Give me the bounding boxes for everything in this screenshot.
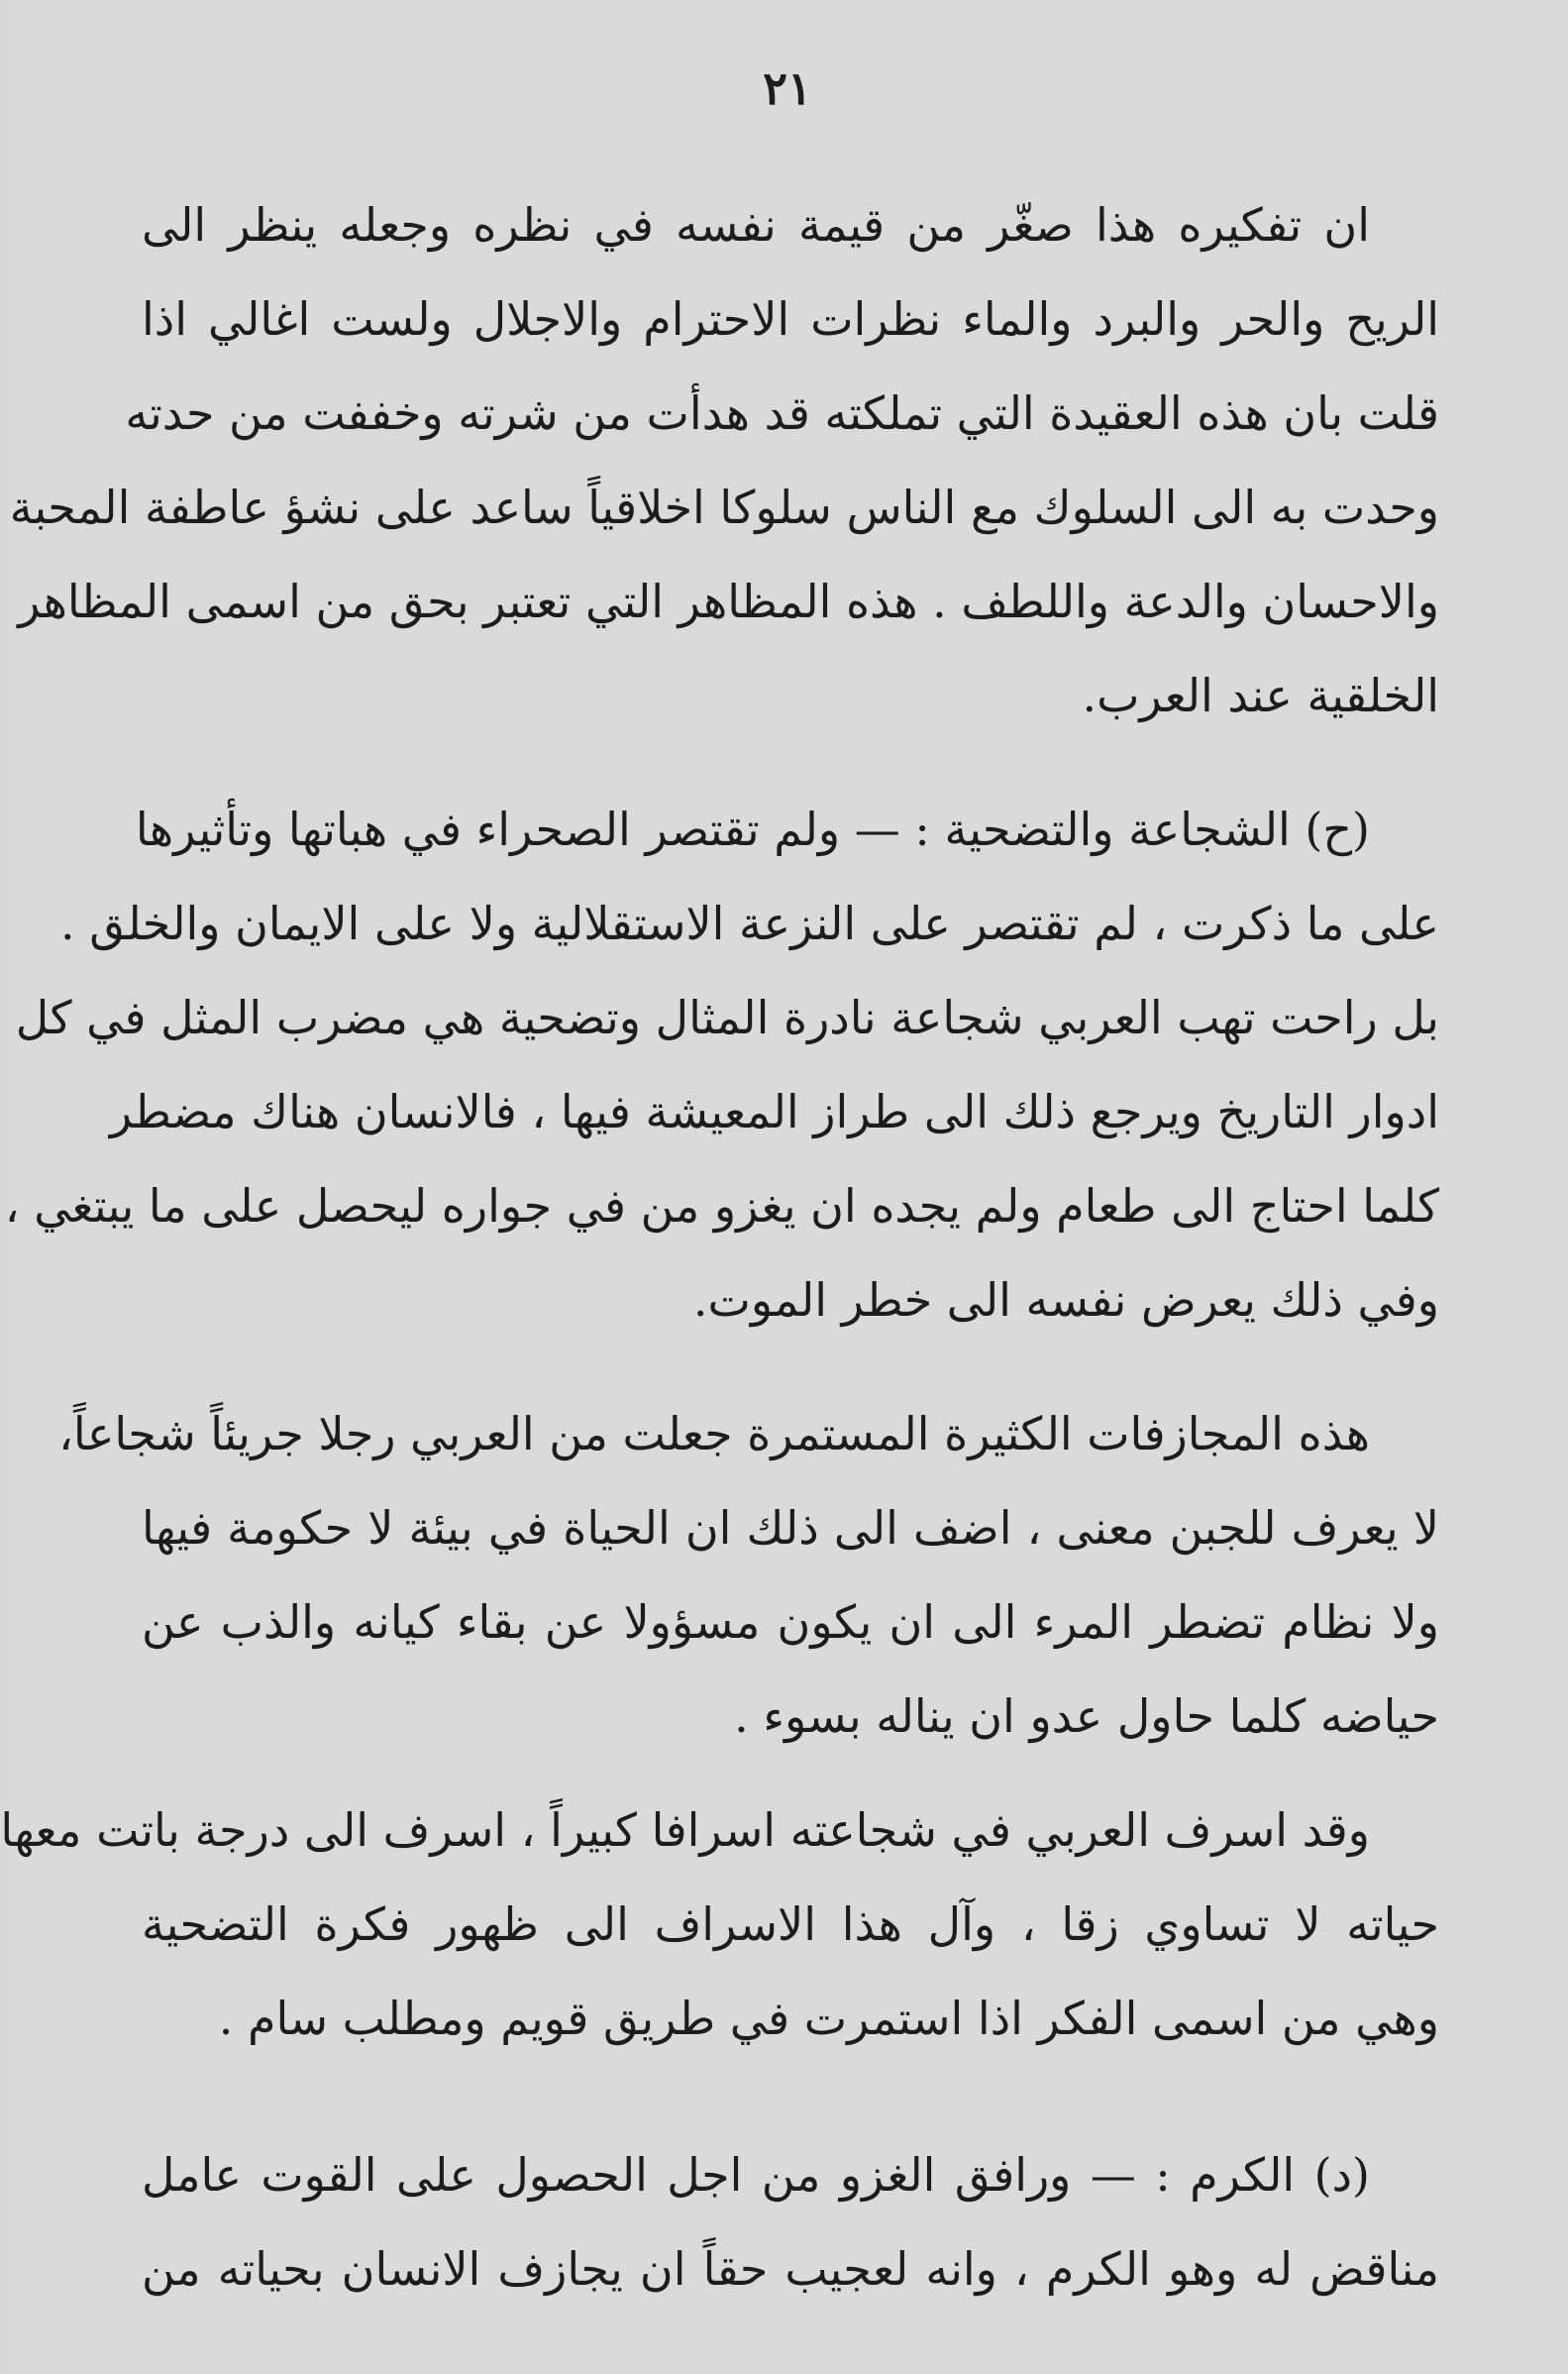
- paragraph-line: ان تفكيره هذا صغّر من قيمة نفسه في نظره وجعله ينظر الى: [142, 198, 1370, 252]
- paragraph-line: لا يعرف للجبن معنى ، اضف الى ذلك ان الحياة في بيئة لا حكومة فيها: [142, 1501, 1439, 1555]
- page-number: ٢١: [763, 61, 812, 115]
- paragraph-line: هذه المجازفات الكثيرة المستمرة جعلت من العربي رجلا جريئاً شجاعاً،: [58, 1407, 1370, 1460]
- paragraph-line: والاحسان والدعة واللطف . هذه المظاهر التي تعتبر بحق من اسمى المظاهر: [18, 575, 1439, 628]
- paragraph-line: الريح والحر والبرد والماء نظرات الاحترام والاجلال ولست اغالي اذا: [142, 292, 1439, 346]
- paragraph-line: حياته لا تساوي زقا ، وآل هذا الاسراف الى ظهور فكرة التضحية: [142, 1897, 1439, 1951]
- paragraph-line: وقد اسرف العربي في شجاعته اسرافا كبيراً ، اسرف الى درجة باتت معها: [0, 1803, 1370, 1857]
- paragraph-line: وهي من اسمى الفكر اذا استمرت في طريق قويم ومطلب سام .: [218, 1992, 1439, 2045]
- paragraph-3: [58, 1387, 1439, 1764]
- paragraph-line: الخلقية عند العرب.: [1082, 669, 1439, 722]
- paragraph-line: كلما احتاج الى طعام ولم يجده ان يغزو من في جواره ليحصل على ما يبتغي ،: [4, 1179, 1439, 1233]
- paragraph-1: [9, 178, 1439, 743]
- paragraph-line: حياضه كلما حاول عدو ان يناله بسوء .: [734, 1689, 1439, 1743]
- paragraph-line: ولا نظام تضطر المرء الى ان يكون مسؤولا عن بقاء كيانه والذب عن: [142, 1595, 1439, 1649]
- paragraph-line: ادوار التاريخ ويرجع ذلك الى طراز المعيشة فيها ، فالانسان هناك مضطر: [109, 1085, 1439, 1138]
- paragraph-line: قلت بان هذه العقيدة التي تملكته قد هدأت من شرته وخففت من حدته: [125, 386, 1439, 440]
- paragraph-4: [0, 1783, 1439, 2066]
- paragraph-line: وحدت به الى السلوك مع الناس سلوكا اخلاقياً ساعد على نشؤ عاطفة المحبة: [9, 481, 1439, 534]
- paragraph-line: (د) الكرم : — ورافق الغزو من اجل الحصول على القوت عامل: [142, 2148, 1370, 2202]
- paragraph-5: [142, 2128, 1439, 2317]
- paragraph-line: بل راحت تهب العربي شجاعة نادرة المثال وتضحية هي مضرب المثل في كل: [15, 991, 1439, 1044]
- paragraph-line: على ما ذكرت ، لم تقتصر على النزعة الاستقلالية ولا على الايمان والخلق .: [59, 897, 1439, 950]
- paragraph-line: وفي ذلك يعرض نفسه الى خطر الموت.: [692, 1273, 1439, 1327]
- paragraph-line: مناقض له وهو الكرم ، وانه لعجيب حقاً ان يجازف الانسان بحياته من: [142, 2242, 1439, 2296]
- paragraph-2: [4, 783, 1439, 1348]
- paragraph-line: (ح) الشجاعة والتضحية : — ولم تقتصر الصحراء في هباتها وتأثيرها: [135, 803, 1370, 856]
